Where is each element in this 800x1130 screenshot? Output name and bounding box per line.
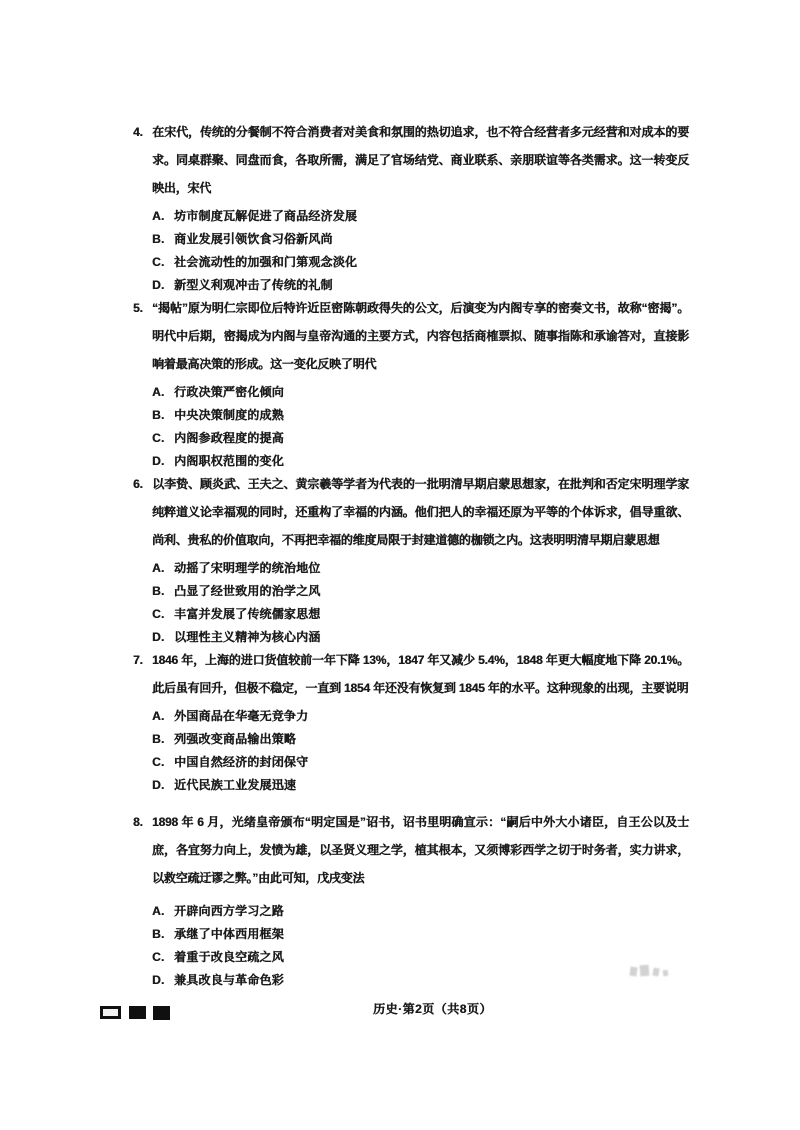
question-4-stem xyxy=(133,118,689,202)
question-4-options xyxy=(133,205,689,297)
print-mark-solid-1 xyxy=(129,1006,146,1019)
question-6-option-c xyxy=(133,603,689,626)
footer-page-label: 历史·第2页（共8页） xyxy=(373,1002,492,1016)
option-text: 新型义利观冲击了传统的礼制 xyxy=(174,278,333,292)
question-8-option-c xyxy=(133,946,689,969)
option-text: 承继了中体西用框架 xyxy=(174,927,284,941)
question-8-stem xyxy=(133,808,689,892)
option-letter: C. xyxy=(152,755,165,769)
question-8-option-a xyxy=(133,900,689,923)
question-5-text: “揭帖”原为明仁宗即位后特许近臣密陈朝政得失的公文，后演变为内阁专享的密奏文书，故称“密揭”。明代中后期，密揭成为内阁与皇帝沟通的主要方式，内容包括商榷票拟、随事指陈和承谕答对，直接影响着最高决策的形成。这一变化反映了明代 xyxy=(152,301,689,371)
option-letter: A. xyxy=(152,209,165,223)
question-7-option-d xyxy=(133,774,689,797)
question-7-option-a xyxy=(133,705,689,728)
question-8-option-b xyxy=(133,923,689,946)
option-text: 着重于改良空疏之风 xyxy=(174,950,284,964)
option-text: 兼具改良与革命色彩 xyxy=(174,973,284,987)
option-text: 行政决策严密化倾向 xyxy=(174,385,284,399)
option-letter: D. xyxy=(152,630,165,644)
question-6 xyxy=(133,470,689,649)
option-text: 内阁参政程度的提高 xyxy=(174,431,284,445)
option-letter: D. xyxy=(152,973,165,987)
question-7-stem xyxy=(133,646,689,702)
option-text: 内阁职权范围的变化 xyxy=(174,454,284,468)
option-text: 凸显了经世致用的治学之风 xyxy=(174,584,321,598)
option-text: 以理性主义精神为核心内涵 xyxy=(174,630,321,644)
question-8 xyxy=(133,808,689,992)
option-letter: C. xyxy=(152,950,165,964)
option-text: 外国商品在华毫无竞争力 xyxy=(174,709,309,723)
option-letter: D. xyxy=(152,454,165,468)
question-4-text: 在宋代，传统的分餐制不符合消费者对美食和氛围的热切追求，也不符合经营者多元经营和对成本的要求。同桌群聚、同盘而食，各取所需，满足了官场结党、商业联系、亲朋联谊等各类需求。这一转变反映出，宋代 xyxy=(152,125,689,195)
question-6-number: 6. xyxy=(133,477,143,491)
option-letter: D. xyxy=(152,778,165,792)
question-7-options xyxy=(133,705,689,797)
option-text: 丰富并发展了传统儒家思想 xyxy=(174,607,321,621)
option-letter: D. xyxy=(152,278,165,292)
question-6-option-b xyxy=(133,580,689,603)
question-6-stem xyxy=(133,470,689,554)
option-letter: C. xyxy=(152,431,165,445)
question-7-option-c xyxy=(133,751,689,774)
option-text: 商业发展引领饮食习俗新风尚 xyxy=(174,232,333,246)
option-letter: B. xyxy=(152,584,165,598)
question-6-text: 以李贽、顾炎武、王夫之、黄宗羲等学者为代表的一批明清早期启蒙思想家，在批判和否定宋明理学家纯粹道义论幸福观的同时，还重构了幸福的内涵。他们把人的幸福还原为平等的个体诉求，倡导重欲、尚利、贵私的价值取向，不再把幸福的维度局限于封建道德的枷锁之内。这表明明清早期启蒙思想 xyxy=(152,477,689,547)
option-text: 列强改变商品输出策略 xyxy=(174,732,297,746)
question-5-option-c xyxy=(133,427,689,450)
question-5-option-b xyxy=(133,404,689,427)
option-letter: B. xyxy=(152,927,165,941)
option-text: 开辟向西方学习之路 xyxy=(174,904,284,918)
option-letter: A. xyxy=(152,904,165,918)
question-block xyxy=(133,118,689,989)
question-4-option-b xyxy=(133,228,689,251)
question-7 xyxy=(133,646,689,797)
faint-smudge xyxy=(663,970,669,977)
option-letter: B. xyxy=(152,408,165,422)
question-7-number: 7. xyxy=(133,653,143,667)
question-4 xyxy=(133,118,689,297)
question-8-option-d xyxy=(133,969,689,992)
print-mark-solid-2 xyxy=(153,1006,170,1020)
faint-smudge xyxy=(629,967,637,977)
question-4-option-c xyxy=(133,251,689,274)
question-8-number: 8. xyxy=(133,815,143,829)
question-5-number: 5. xyxy=(133,301,143,315)
option-letter: B. xyxy=(152,232,165,246)
option-letter: A. xyxy=(152,709,165,723)
option-letter: B. xyxy=(152,732,165,746)
option-letter: A. xyxy=(152,385,165,399)
question-4-option-a xyxy=(133,205,689,228)
faint-print-artifact xyxy=(630,963,680,981)
option-text: 中国自然经济的封闭保守 xyxy=(174,755,309,769)
question-8-options xyxy=(133,900,689,992)
question-8-text: 1898 年 6 月，光绪皇帝颁布“明定国是”诏书，诏书里明确宣示：“嗣后中外大小诸臣，自王公以及士庶，各宜努力向上，发愤为雄，以圣贤义理之学，植其根本，又须博彩西学之切于时务者，实力讲求，以救空疏迂谬之弊。”由此可知，戊戌变法 xyxy=(152,815,689,885)
question-4-number: 4. xyxy=(133,125,143,139)
option-letter: C. xyxy=(152,255,165,269)
question-6-options xyxy=(133,557,689,649)
question-5-options xyxy=(133,381,689,473)
option-text: 动摇了宋明理学的统治地位 xyxy=(174,561,321,575)
question-5-option-a xyxy=(133,381,689,404)
question-6-option-a xyxy=(133,557,689,580)
option-text: 中央决策制度的成熟 xyxy=(174,408,284,422)
option-text: 坊市制度瓦解促进了商品经济发展 xyxy=(174,209,358,223)
option-letter: A. xyxy=(152,561,165,575)
option-text: 近代民族工业发展迅速 xyxy=(174,778,297,792)
faint-smudge xyxy=(640,965,650,977)
question-7-option-b xyxy=(133,728,689,751)
question-5 xyxy=(133,294,689,473)
faint-smudge xyxy=(652,967,660,976)
option-letter: C. xyxy=(152,607,165,621)
print-mark-hollow xyxy=(100,1006,121,1019)
option-text: 社会流动性的加强和门第观念淡化 xyxy=(174,255,358,269)
question-7-text: 1846 年，上海的进口货值较前一年下降 13%，1847 年又减少 5.4%，1848 年更大幅度地下降 20.1%。此后虽有回升，但极不稳定，一直到 1854 年还没有恢复到 1845 年的水平。这种现象的出现，主要说明 xyxy=(152,653,689,695)
question-5-stem xyxy=(133,294,689,378)
